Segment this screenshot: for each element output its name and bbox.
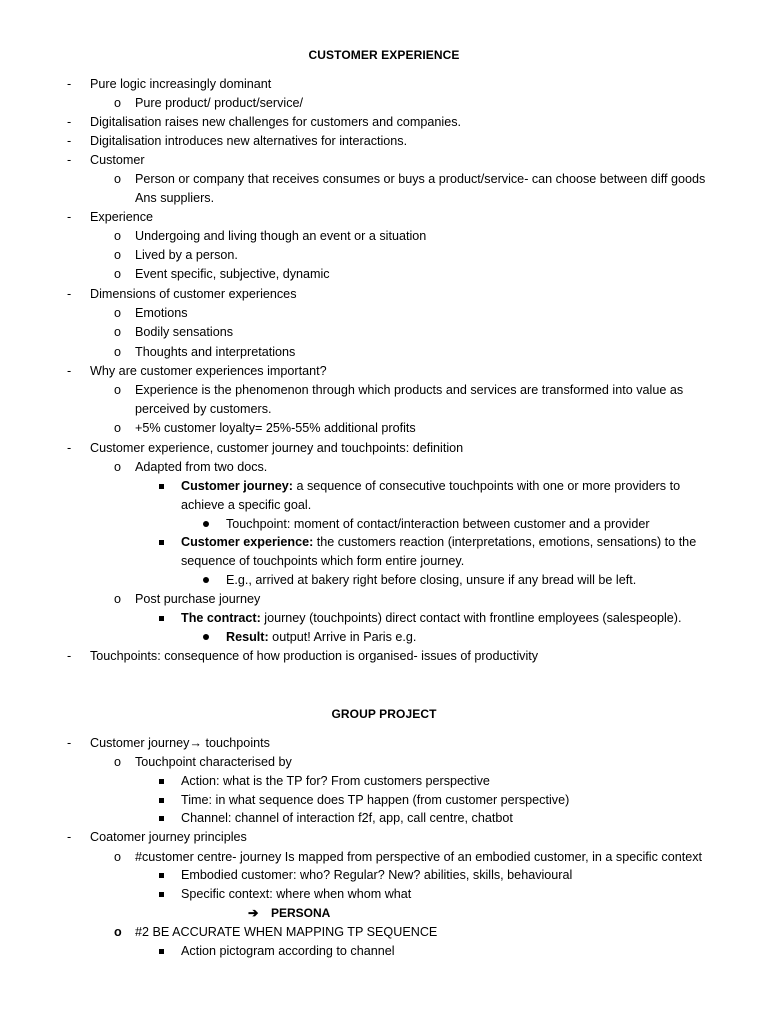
square-bullet: [159, 892, 164, 897]
list-item: Channel: channel of interaction f2f, app, call centre, chatbot: [181, 811, 513, 825]
circle-bullet: o: [114, 592, 122, 606]
list-item-continuation: Ans suppliers.: [135, 191, 215, 205]
list-item: Adapted from two docs.: [135, 460, 268, 474]
list-item: Person or company that receives consumes or buys a product/service- can choose between diff goods: [135, 172, 706, 186]
list-item: [226, 629, 416, 645]
list-item: [181, 610, 682, 626]
circle-bullet: o: [114, 306, 122, 320]
list-item-continuation: perceived by customers.: [135, 402, 272, 416]
list-item: Why are customer experiences important?: [90, 364, 327, 378]
dash-bullet: -: [67, 134, 72, 148]
definition-text: a sequence of consecutive touchpoints with one or more providers to: [292, 479, 681, 493]
circle-bullet: o: [114, 172, 122, 186]
definition-text: output! Arrive in Paris e.g.: [268, 630, 417, 644]
dash-bullet: -: [67, 115, 72, 129]
dash-bullet: -: [67, 210, 72, 224]
text-part: Customer journey: [90, 736, 190, 750]
circle-bullet: o: [114, 267, 122, 281]
circle-bullet: o: [114, 229, 122, 243]
circle-bullet: o: [114, 421, 122, 435]
circle-bullet: o: [114, 755, 122, 769]
dash-bullet: -: [67, 649, 72, 663]
circle-bullet: o: [114, 925, 122, 939]
list-item: Touchpoints: consequence of how production is organised- issues of productivity: [90, 649, 539, 663]
list-item: #2 BE ACCURATE WHEN MAPPING TP SEQUENCE: [135, 925, 438, 939]
term-customer-journey: Customer journey:: [181, 479, 293, 493]
square-bullet: [159, 540, 164, 545]
dash-bullet: -: [67, 77, 72, 91]
square-bullet: [159, 616, 164, 621]
list-item: #customer centre- journey Is mapped from perspective of an embodied customer, in a specific context: [135, 850, 702, 864]
list-item: Pure logic increasingly dominant: [90, 77, 272, 91]
dash-bullet: -: [67, 364, 72, 378]
right-arrow-icon: →: [189, 736, 202, 750]
list-item: Touchpoint characterised by: [135, 755, 292, 769]
list-item: Time: in what sequence does TP happen (from customer perspective): [181, 793, 570, 807]
list-item: Customer experience, customer journey and touchpoints: definition: [90, 441, 464, 455]
dash-bullet: -: [67, 736, 72, 750]
list-item: Event specific, subjective, dynamic: [135, 267, 330, 281]
list-item: Digitalisation introduces new alternatives for interactions.: [90, 134, 408, 148]
list-item: E.g., arrived at bakery right before closing, unsure if any bread will be left.: [226, 573, 637, 587]
list-item: Action pictogram according to channel: [181, 944, 395, 958]
square-bullet: [159, 873, 164, 878]
square-bullet: [159, 798, 164, 803]
definition-text: the customers reaction (interpretations, emotions, sensations) to the: [313, 535, 697, 549]
persona-label: PERSONA: [271, 906, 331, 920]
list-item: Bodily sensations: [135, 325, 234, 339]
list-item: Lived by a person.: [135, 248, 238, 262]
list-item-continuation: sequence of touchpoints which form entire journey.: [181, 554, 465, 568]
dash-bullet: -: [67, 153, 72, 167]
list-item: Post purchase journey: [135, 592, 261, 606]
text-part: touchpoints: [202, 736, 270, 750]
round-bullet: [203, 634, 209, 640]
dash-bullet: -: [67, 830, 72, 844]
list-item: Dimensions of customer experiences: [90, 287, 297, 301]
square-bullet: [159, 779, 164, 784]
list-item: Digitalisation raises new challenges for customers and companies.: [90, 115, 461, 129]
list-item: Touchpoint: moment of contact/interaction between customer and a provider: [226, 517, 650, 531]
term-result: Result:: [226, 630, 269, 644]
circle-bullet: o: [114, 383, 122, 397]
list-item: Undergoing and living though an event or a situation: [135, 229, 427, 243]
list-item: Experience is the phenomenon through which products and services are transformed into value as: [135, 383, 684, 397]
circle-bullet: o: [114, 248, 122, 262]
persona-arrow-icon: ➔: [248, 906, 259, 920]
circle-bullet: o: [114, 460, 122, 474]
list-item: Specific context: where when whom what: [181, 887, 412, 901]
list-item: Action: what is the TP for? From customers perspective: [181, 774, 490, 788]
square-bullet: [159, 484, 164, 489]
list-item: Experience: [90, 210, 154, 224]
list-item: [181, 534, 696, 550]
round-bullet: [203, 577, 209, 583]
square-bullet: [159, 816, 164, 821]
square-bullet: [159, 949, 164, 954]
term-the-contract: The contract:: [181, 611, 261, 625]
list-item: Embodied customer: who? Regular? New? abilities, skills, behavioural: [181, 868, 573, 882]
list-item: [90, 735, 270, 751]
circle-bullet: o: [114, 96, 122, 110]
section-heading-group-project: GROUP PROJECT: [331, 707, 437, 721]
list-item: [181, 478, 680, 494]
list-item-continuation: achieve a specific goal.: [181, 498, 312, 512]
dash-bullet: -: [67, 287, 72, 301]
list-item: +5% customer loyalty= 25%-55% additional profits: [135, 421, 416, 435]
list-item: Thoughts and interpretations: [135, 345, 296, 359]
section-heading-customer-experience: CUSTOMER EXPERIENCE: [308, 48, 460, 62]
round-bullet: [203, 521, 209, 527]
dash-bullet: -: [67, 441, 72, 455]
circle-bullet: o: [114, 325, 122, 339]
circle-bullet: o: [114, 345, 122, 359]
term-customer-experience: Customer experience:: [181, 535, 314, 549]
list-item: Emotions: [135, 306, 188, 320]
list-item: Pure product/ product/service/: [135, 96, 303, 110]
circle-bullet: o: [114, 850, 122, 864]
list-item: Customer: [90, 153, 145, 167]
definition-text: journey (touchpoints) direct contact with frontline employees (salespeople).: [260, 611, 682, 625]
list-item: Coatomer journey principles: [90, 830, 247, 844]
